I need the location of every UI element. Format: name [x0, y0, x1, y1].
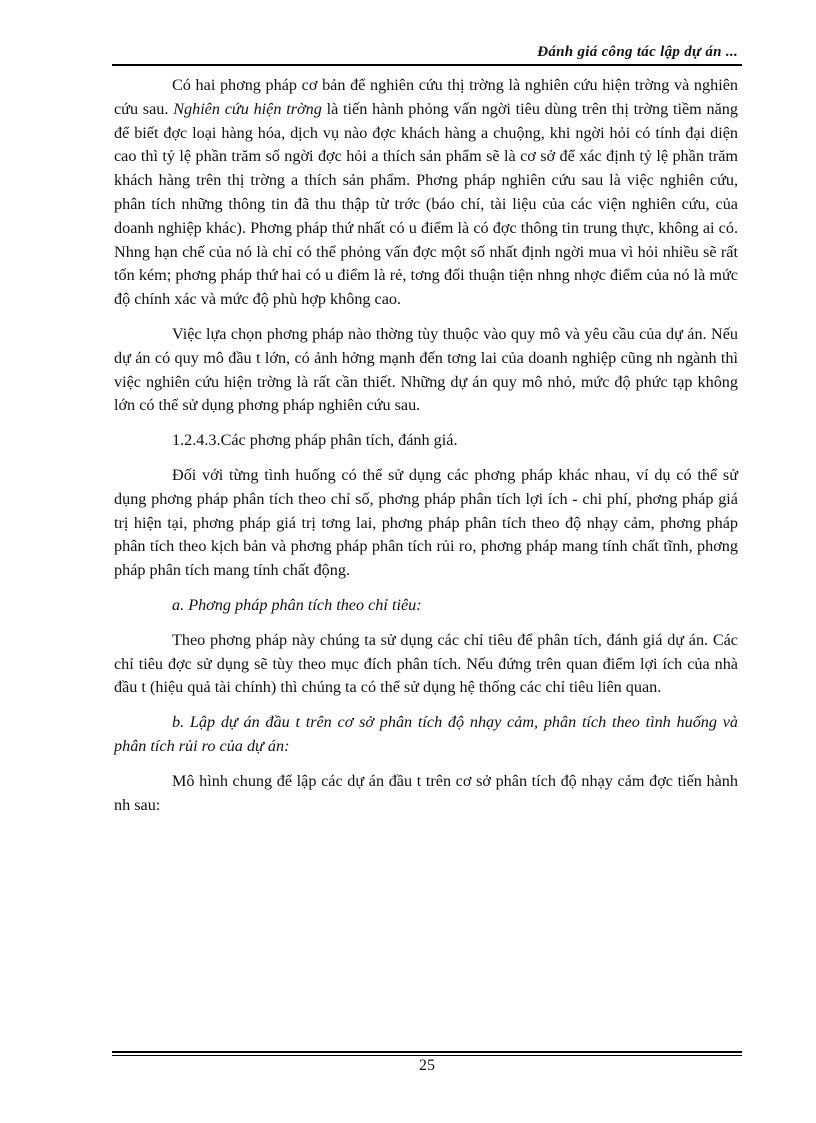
- paragraph-market-research: [114, 74, 738, 312]
- footer-rule-thin: [112, 1055, 742, 1056]
- header-rule: [112, 64, 742, 66]
- paragraph-text: là tiến hành phỏng vấn ngời tiêu dùng trên thị trờng tiềm năng để biết đợc loại hàng hóa, dịch vụ nào đợc khách hàng a chuộng, khi ngời hỏi có tính đại diện cao thì tỷ lệ phần trăm số ngời đợc hỏi a thích sản phẩm sẽ là cơ sở để xác định tỷ lệ phần trăm khách hàng trên thị trờng a thích sản phẩm. Phơng pháp nghiên cứu sau là việc nghiên cứu, phân tích những thông tin đã thu thập từ trớc (báo chí, tài liệu của các viện nghiên cứu, của doanh nghiệp khác). Phơng pháp thứ nhất có u điểm là có đợc thông tin trung thực, không ai có. Nhng hạn chế của nó là chỉ có thể phỏng vấn đợc một số nhất định ngời mua vì hỏi nhiều sẽ rất tốn kém; phơng pháp thứ hai có u điểm là rẻ, tơng đối thuận tiện nhng nhợc điểm của nó là mức độ chính xác và mức độ phù hợp không cao.: [114, 99, 738, 309]
- page-body: [114, 74, 738, 828]
- paragraph-sensitivity-model: Mô hình chung để lập các dự án đầu t trên cơ sở phân tích độ nhạy cảm đợc tiến hành nh sau:: [114, 771, 738, 814]
- paragraph-method-choice: Việc lựa chọn phơng pháp nào thờng tùy thuộc vào quy mô và yêu cầu của dự án. Nếu dự án có quy mô đầu t lớn, có ảnh hởng mạnh đến tơng lai của doanh nghiệp cũng nh ngành thì việc nghiên cứu hiện trờng là rất cần thiết. Những dự án quy mô nhỏ, mức độ phức tạp không lớn có thể sử dụng phơng pháp nghiên cứu sau.: [114, 324, 738, 415]
- running-header: Đánh giá công tác lập dự án ...: [537, 44, 738, 60]
- subheading-a: a. Phơng pháp phân tích theo chỉ tiêu:: [172, 595, 422, 614]
- subheading-b: b. Lập dự án đầu t trên cơ sở phân tích độ nhạy cảm, phân tích theo tình huống và phân tích rủi ro của dự án:: [114, 713, 738, 755]
- section-heading: 1.2.4.3.Các phơng pháp phân tích, đánh giá.: [172, 431, 458, 450]
- paragraph-text: Có hai phơng pháp cơ bản để nghiên cứu thị trờng là nghiên cứu hiện trờng và nghiên cứu sau.: [114, 76, 738, 118]
- paragraph-analysis-methods: Đối với từng tình huống có thể sử dụng các phơng pháp khác nhau, ví dụ có thể sử dụng phơng pháp phân tích theo chỉ số, phơng pháp phân tích lợi ích - chi phí, phơng pháp giá trị hiện tại, phơng pháp giá trị tơng lai, phơng pháp phân tích theo độ nhạy cảm, phơng pháp phân tích theo kịch bản và phơng pháp phân tích rủi ro, phơng pháp mang tính chất tĩnh, phơng pháp phân tích mang tính chất động.: [114, 465, 738, 580]
- emphasis-field-research: Nghiên cứu hiện trờng: [173, 99, 322, 118]
- page-number: 25: [419, 1057, 435, 1074]
- paragraph-indicator-method: Theo phơng pháp này chúng ta sử dụng các chỉ tiêu để phân tích, đánh giá dự án. Các chỉ tiêu đợc sử dụng sẽ tùy theo mục đích phân tích. Nếu đứng trên quan điểm lợi ích của nhà đầu t (hiệu quả tài chính) thì chúng ta có thể sử dụng hệ thống các chỉ tiêu liên quan.: [114, 630, 738, 697]
- footer-rule-thick: [112, 1051, 742, 1053]
